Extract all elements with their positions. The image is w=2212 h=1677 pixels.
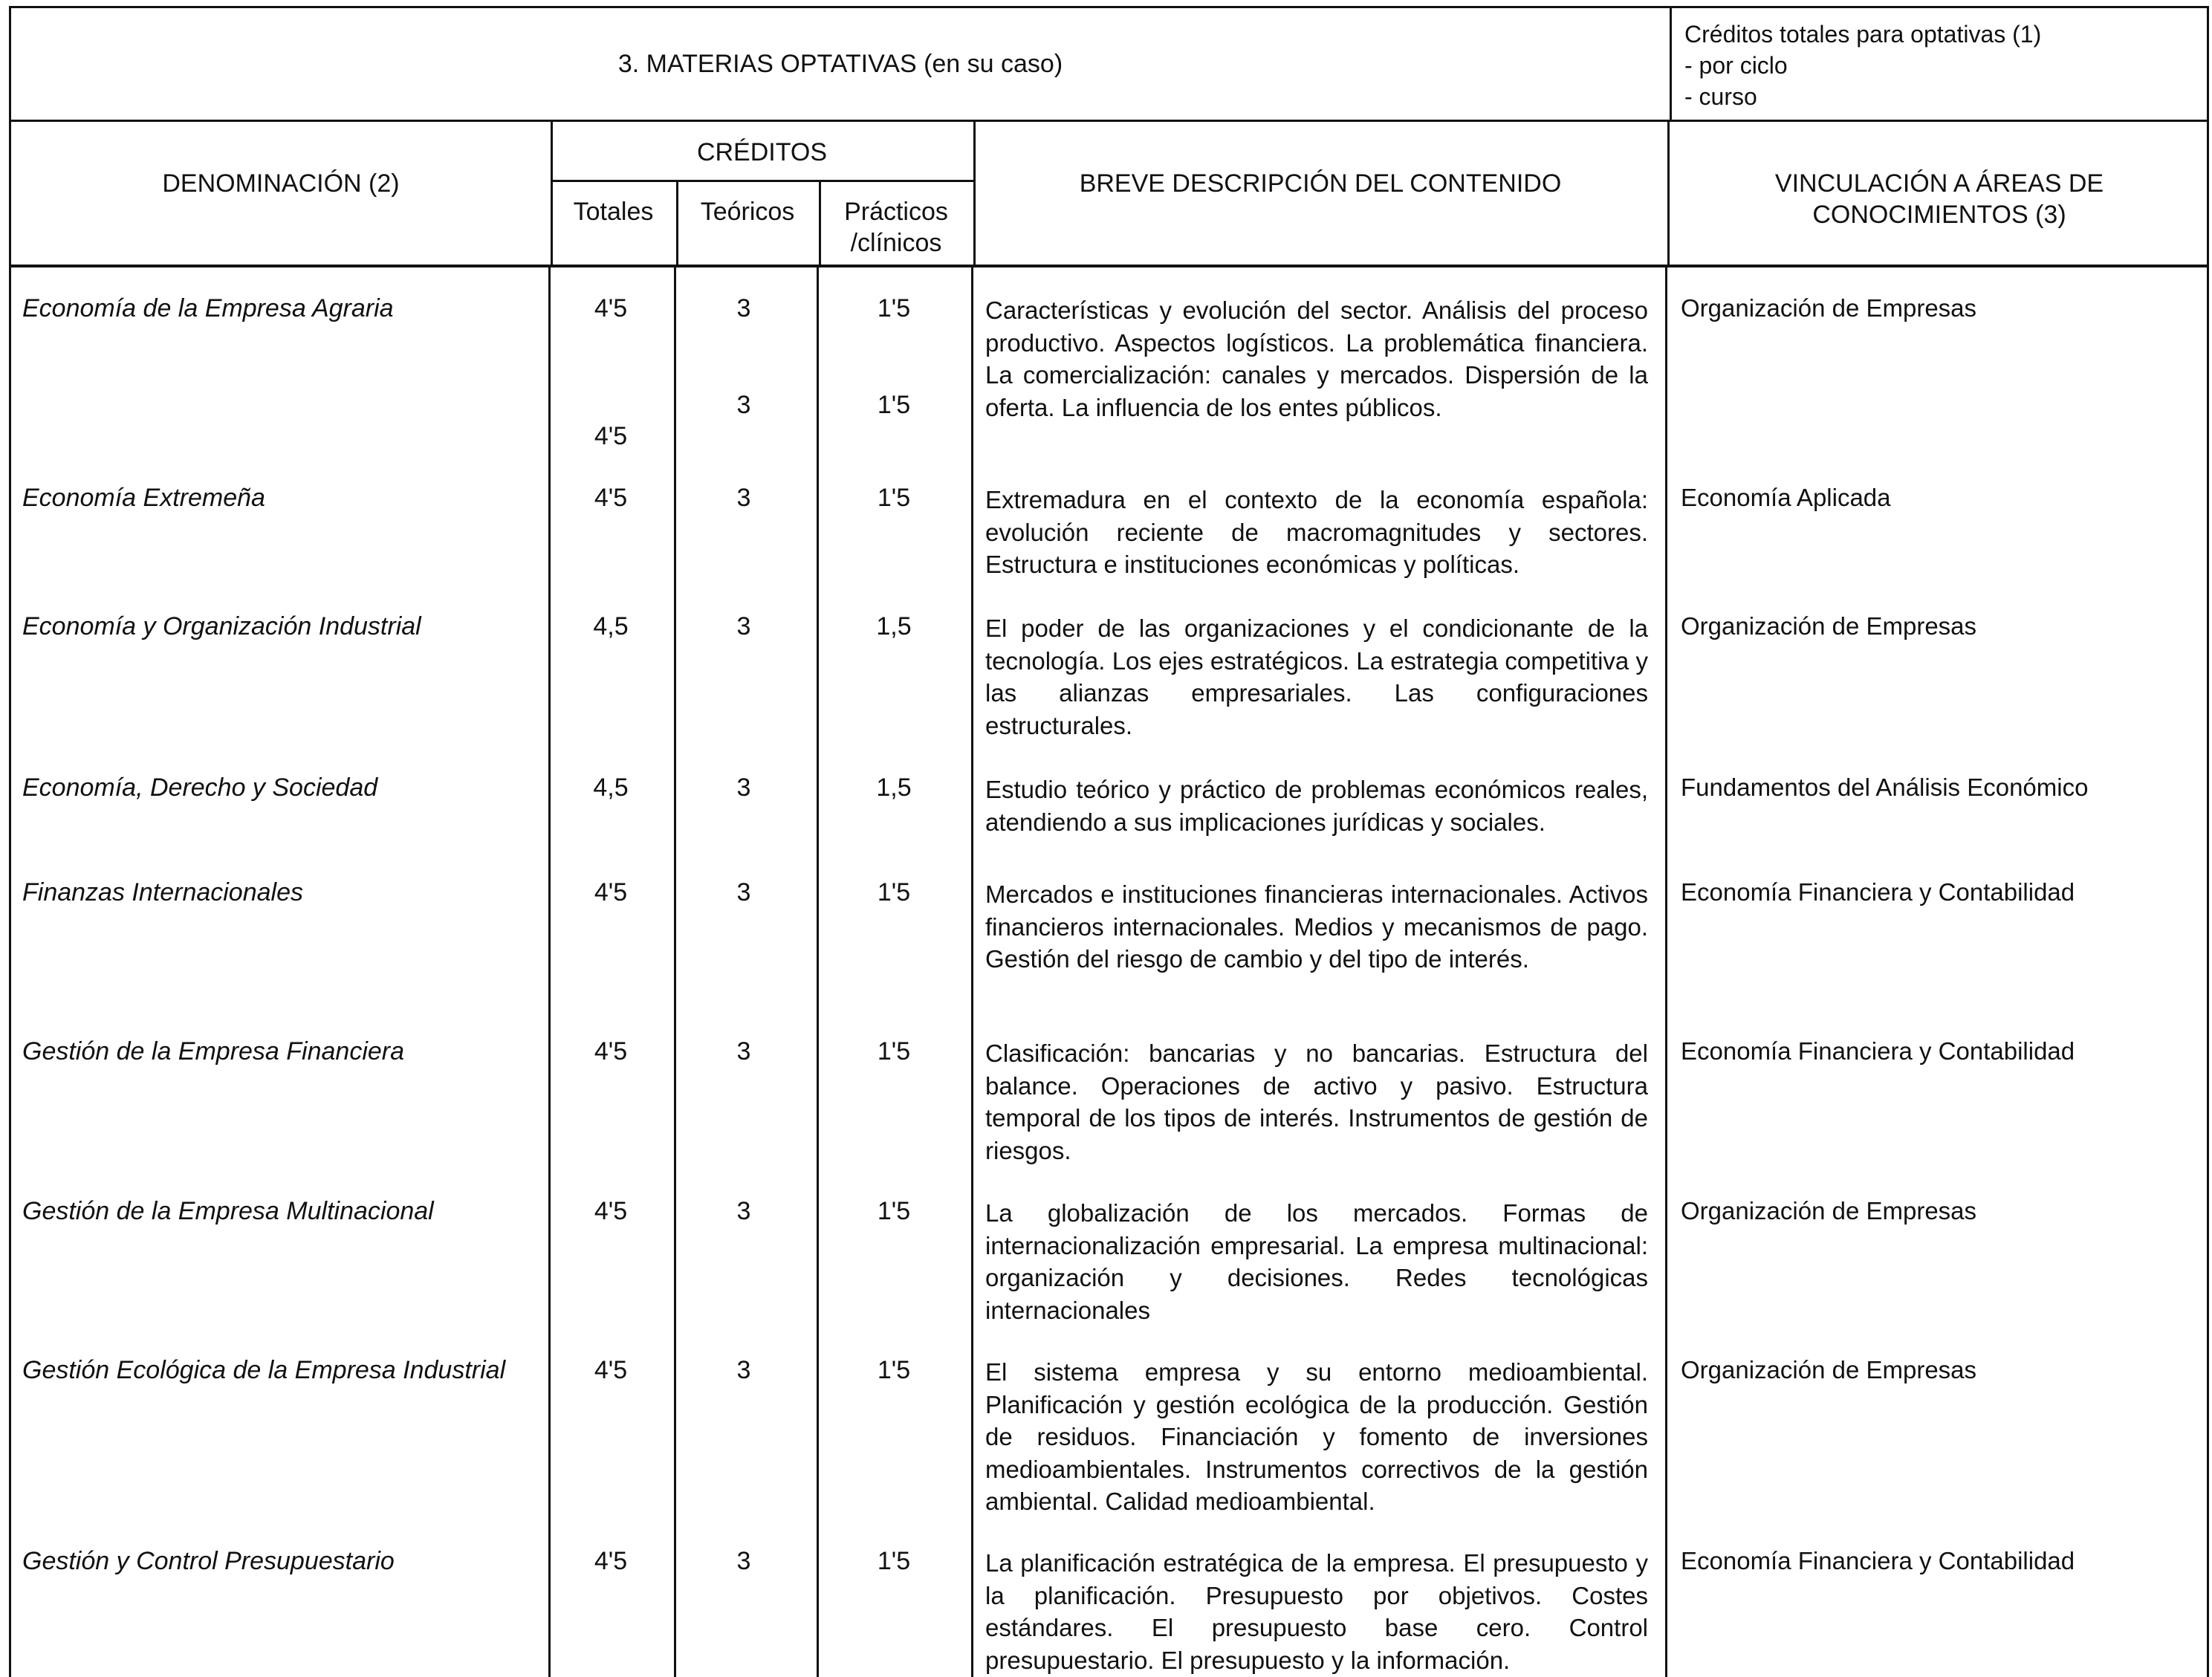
credits-theory: 3 [736,1547,751,1575]
credits-practice-extra: 1'5 [877,391,911,419]
subject-name: Economía Extremeña [22,484,265,512]
credits-total: 4,5 [593,773,629,802]
header-creditos: CRÉDITOS [696,138,828,166]
knowledge-area: Organización de Empresas [1681,612,1977,640]
credits-theory: 3 [736,1356,751,1384]
credits-practice: 1'5 [877,878,911,906]
subject-description: Clasificación: bancarias y no bancarias. Estructura del balance. Operaciones de activo y pasivo. Estructura temporal de los tipos de interés. Instrumentos de gestión de riesgos. [985,1039,1648,1164]
creditos-subdivider [551,180,973,182]
credits-practice: 1'5 [877,1547,911,1575]
credits-theory: 3 [736,1197,751,1225]
credits-practice: 1,5 [876,612,912,640]
table-right-border [2207,267,2209,1677]
credits-total: 4'5 [594,1356,628,1384]
credits-practice: 1'5 [877,484,911,512]
subject-description: La globalización de los mercados. Formas de internacionalización empresarial. La empresa multinacional: organización y decisiones. Redes tecnológicas internacionales [985,1199,1648,1324]
credits-theory: 3 [736,878,751,906]
credits-total-extra: 4'5 [594,422,628,450]
knowledge-area: Economía Aplicada [1681,484,1891,511]
subject-name: Gestión de la Empresa Multinacional [22,1197,434,1225]
subject-name: Economía y Organización Industrial [22,612,421,640]
knowledge-area: Fundamentos del Análisis Económico [1681,773,2089,801]
credits-per-course-line: - curso [1684,83,1757,110]
credits-theory: 3 [736,1037,751,1065]
col-divider [1665,267,1667,1677]
subject-name: Economía de la Empresa Agraria [22,294,394,322]
credits-practice: 1'5 [877,294,911,322]
credits-totals-note [1684,19,2041,112]
knowledge-area: Economía Financiera y Contabilidad [1681,878,2075,906]
subject-name: Gestión y Control Presupuestario [22,1547,395,1575]
header-teoricos: Teóricos [700,198,795,226]
col-divider [548,267,551,1677]
credits-practice: 1'5 [877,1197,911,1225]
col-divider [674,267,676,1677]
knowledge-area: Economía Financiera y Contabilidad [1681,1547,2075,1574]
credits-total: 4'5 [594,878,628,906]
subject-description: El poder de las organizaciones y el condicionante de la tecnología. Los ejes estratégicos. La estrategia competitiva y las alianzas empresariales. Las configuraciones estructurales. [985,614,1648,739]
subject-name: Economía, Derecho y Sociedad [22,773,378,802]
table-left-border [9,267,11,1677]
credits-total: 4'5 [594,1197,628,1225]
subject-name: Gestión Ecológica de la Empresa Industrial [22,1356,506,1384]
credits-theory: 3 [736,773,751,802]
header-divider [1670,8,1672,120]
header-practicos: Prácticos /clínicos [844,198,948,257]
credits-per-cycle-line: - por ciclo [1684,52,1788,79]
knowledge-area: Economía Financiera y Contabilidad [1681,1037,2075,1065]
subject-description: Mercados e instituciones financieras internacionales. Activos financieros internacionales. Medios y mecanismos de pago. Gestión del riesgo de cambio y del tipo de interés. [985,880,1648,973]
credits-practice: 1'5 [877,1037,911,1065]
section-header-box [9,6,2209,122]
credits-practice: 1,5 [876,773,912,802]
credits-total: 4'5 [594,484,628,512]
knowledge-area: Organización de Empresas [1681,1356,1977,1384]
table-header [9,122,2209,267]
subject-description: El sistema empresa y su entorno medioambiental. Planificación y gestión ecológica de la producción. Gestión de residuos. Financiación y fomento de inversiones medioambientales. Instrumentos correctivos de la gestión ambiental. Calidad medioambiental. [985,1358,1648,1515]
knowledge-area: Organización de Empresas [1681,1197,1977,1224]
credits-total: 4,5 [593,612,629,640]
knowledge-area: Organización de Empresas [1681,294,1977,322]
header-vinculacion: VINCULACIÓN A ÁREAS DE CONOCIMIENTOS (3) [1774,169,2104,229]
credits-practice: 1'5 [877,1356,911,1384]
credits-total: 4'5 [594,294,628,322]
credits-theory: 3 [736,484,751,512]
credits-theory-extra: 3 [736,391,751,419]
header-totales: Totales [573,198,654,226]
header-denominacion: DENOMINACIÓN (2) [162,169,400,198]
subject-name: Gestión de la Empresa Financiera [22,1037,405,1065]
header-descripcion: BREVE DESCRIPCIÓN DEL CONTENIDO [1079,169,1562,198]
subject-description: Estudio teórico y práctico de problemas económicos reales, atendiendo a sus implicaciones jurídicas y sociales. [985,776,1648,836]
credits-theory: 3 [736,612,751,640]
col-divider [817,267,819,1677]
subject-description: La planificación estratégica de la empresa. El presupuesto y la planificación. Presupuesto por objetivos. Costes estándares. El presupuesto base cero. Control presupuestario. El presupuesto y la información. [985,1549,1648,1674]
section-title: 3. MATERIAS OPTATIVAS (en su caso) [617,49,1063,78]
subject-description: Extremadura en el contexto de la economía española: evolución reciente de macromagnitudes y sectores. Estructura e instituciones económicas y políticas. [985,486,1648,578]
subject-description: Características y evolución del sector. Análisis del proceso productivo. Aspectos logísticos. La problemática financiera. La comercialización: canales y mercados. Dispersión de la oferta. La influencia de los entes públicos. [985,296,1648,421]
subject-name: Finanzas Internacionales [22,878,304,906]
credits-totals-line: Créditos totales para optativas (1) [1684,21,2042,48]
col-divider [971,267,973,1677]
credits-theory: 3 [736,294,751,322]
credits-total: 4'5 [594,1037,628,1065]
credits-total: 4'5 [594,1547,628,1575]
